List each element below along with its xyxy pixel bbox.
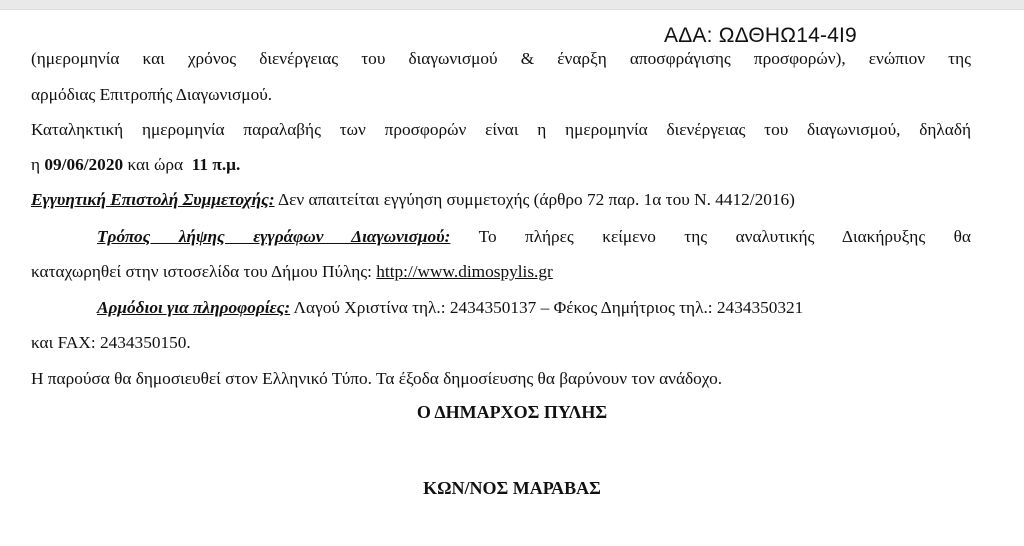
mayor-name: ΚΩΝ/ΝΟΣ ΜΑΡΑΒΑΣ (423, 478, 601, 498)
docs-text: Το πλήρες κείμενο της αναλυτικής Διακήρυξης θα (478, 227, 971, 246)
ada-code: ΑΔΑ: ΩΔΘΗΩ14-4Ι9 (664, 24, 857, 47)
contact-line1 (97, 297, 971, 319)
contact-label: Αρμόδιοι για πληροφορίες: (97, 298, 291, 317)
deadline-date: 09/06/2020 (44, 155, 124, 174)
para1-line2: αρμόδιας Επιτροπής Διαγωνισμού. (31, 85, 273, 104)
para2-line1: Καταληκτική ημερομηνία παραλαβής των προσφορών είναι η ημερομηνία διενέργειας του διαγωνισμού, δηλαδή (31, 120, 971, 139)
contact-line2: και FAX: 2434350150. (31, 333, 191, 352)
docs-line2 (31, 261, 971, 283)
publication-line: Η παρούσα θα δημοσιευθεί στον Ελληνικό Τύπο. Τα έξοδα δημοσίευσης θα βαρύνουν τον ανάδοχο. (31, 369, 723, 388)
website-link[interactable]: http://www.dimospylis.gr (376, 262, 553, 281)
docs-label: Τρόπος λήψης εγγράφων Διαγωνισμού: (97, 227, 451, 246)
docs-line1 (97, 226, 971, 248)
para1-line1: (ημερομηνία και χρόνος διενέργειας του διαγωνισμού & έναρξη αποσφράγισης προσφορών), ενώπιον της (31, 49, 971, 68)
deadline-time: 11 π.μ. (191, 155, 241, 174)
contact-text: Λαγού Χριστίνα τηλ.: 2434350137 – Φέκος Δημήτριος τηλ.: 2434350321 (293, 298, 804, 317)
para2-line2 (31, 154, 971, 176)
guarantee-text: Δεν απαιτείται εγγύηση συμμετοχής (άρθρο 72 παρ. 1α του Ν. 4412/2016) (277, 190, 795, 209)
top-bar (0, 0, 1024, 10)
para2-pre: η (31, 155, 41, 174)
docs-line2-text: καταχωρηθεί στην ιστοσελίδα του Δήμου Πύλης: (31, 262, 372, 281)
guarantee-label: Εγγυητική Επιστολή Συμμετοχής: (31, 190, 275, 209)
guarantee-line (31, 189, 971, 211)
mayor-title: Ο ΔΗΜΑΡΧΟΣ ΠΥΛΗΣ (416, 402, 608, 422)
para2-mid: και ώρα (127, 155, 184, 174)
